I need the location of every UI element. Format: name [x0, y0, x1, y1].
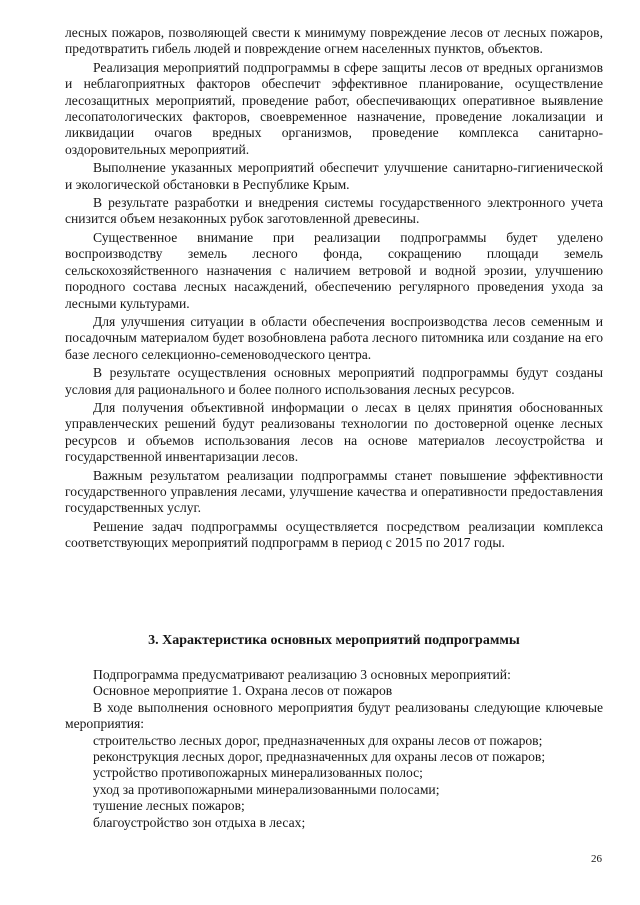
page-number: 26: [591, 853, 602, 865]
list-item: уход за противопожарными минерализованными полосами;: [93, 781, 440, 797]
list-item: тушение лесных пожаров;: [93, 798, 245, 814]
body-text: [65, 25, 603, 552]
paragraph: Реализация мероприятий подпрограммы в сфере защиты лесов от вредных организмов и неблагоприятных факторов обеспечит эффективное планирование, осуществление лесозащитных мероприятий, проведение работ, обеспечивающих оперативное выявление лесопатологических факторов, своевременное назначение, проведение локализации и ликвидации очагов вредных организмов, проведение комплекса санитарно-оздоровительных мероприятий.: [65, 59, 603, 157]
list-item: устройство противопожарных минерализованных полос;: [93, 765, 423, 781]
paragraph-continuation: лесных пожаров, позволяющей свести к минимуму повреждение лесов от лесных пожаров, предотвратить гибель людей и повреждение огнем населенных пунктов, объектов.: [65, 25, 603, 57]
measure-title: Основное мероприятие 1. Охрана лесов от пожаров: [93, 683, 393, 699]
measures-lead: В ходе выполнения основного мероприятия будут реализованы следующие ключевые мероприятия:: [65, 699, 603, 732]
list-item: благоустройство зон отдыха в лесах;: [93, 814, 306, 830]
paragraph: В результате разработки и внедрения системы государственного электронного учета снизится объем незаконных рубок заготовленной древесины.: [65, 195, 603, 227]
paragraph: Выполнение указанных мероприятий обеспечит улучшение санитарно-гигиенической и экологической обстановки в Республике Крым.: [65, 160, 603, 192]
list-item: реконструкция лесных дорог, предназначенных для охраны лесов от пожаров;: [93, 749, 546, 765]
section-body: [65, 667, 603, 831]
measures-list: [65, 733, 603, 831]
paragraph: Решение задач подпрограммы осуществляется посредством реализации комплекса соответствующих мероприятий подпрограмм в период с 2015 по 2017 годы.: [65, 518, 603, 551]
paragraph: Важным результатом реализации подпрограммы станет повышение эффективности государственного управления лесами, улучшение качества и оперативности предоставления государственных услуг.: [65, 467, 603, 516]
list-item: строительство лесных дорог, предназначенных для охраны лесов от пожаров;: [93, 732, 543, 748]
measures-intro: Подпрограмма предусматривают реализацию 3 основных мероприятий:: [93, 667, 511, 682]
paragraph: В результате осуществления основных мероприятий подпрограммы будут созданы условия для рационального и более полного использования лесных ресурсов.: [65, 365, 603, 397]
paragraph: Для улучшения ситуации в области обеспечения воспроизводства лесов семенным и посадочным материалом будет возобновлена работа лесного питомника или создание на его базе лесного селекционно-семеноводческого центра.: [65, 313, 603, 362]
paragraph: Существенное внимание при реализации подпрограммы будет уделено воспроизводству земель лесного фонда, сокращению площади земель сельскохозяйственного назначения с наличием ветровой и водной эрозии, улучшению породного состава лесных насаждений, обеспечению регулярного проведения ухода за лесными культурами.: [65, 229, 603, 311]
section-heading: 3. Характеристика основных мероприятий подпрограммы: [148, 633, 520, 648]
paragraph: Для получения объективной информации о лесах в целях принятия обоснованных управленческих решений будут реализованы технологии по достоверной оценке лесных ресурсов и объемов использования лесов на основе материалов лесоустройства и государственной инвентаризации лесов.: [65, 399, 603, 465]
